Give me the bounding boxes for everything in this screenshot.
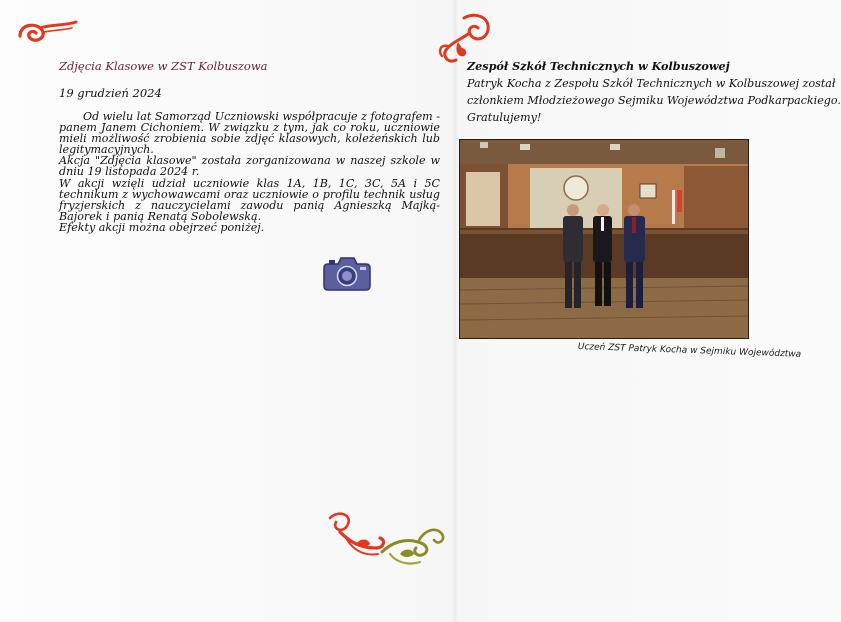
article-date: 19 grudzień 2024 <box>59 86 162 100</box>
news-line: Gratulujemy! <box>467 111 542 124</box>
article-body <box>59 111 440 233</box>
news-title: Zespół Szkół Technicznych w Kolbuszowej <box>467 59 730 73</box>
article-paragraph: Efekty akcji można obejrzeć poniżej. <box>59 220 265 234</box>
article-paragraph: Od wielu lat Samorząd Uczniowski współpracuje z fotografem - panem Janem Cichoniem. W związku z tym, jak co roku, uczniowie mieli możliwość zrobienia sobie zdjęć klasowych, koleżeńskich lub legitymacyjnych. <box>59 110 440 157</box>
news-line: członkiem Młodzieżowego Sejmiku Województwa Podkarpackiego. <box>467 94 841 107</box>
red-swirl-ornament-icon <box>14 18 78 52</box>
news-body <box>467 75 841 126</box>
camera-icon <box>322 254 372 292</box>
article-paragraph: Akcja "Zdjęcia klasowe" została zorganizowana w naszej szkole w dniu 19 listopada 2024 r. <box>59 154 440 179</box>
page-spine <box>452 0 458 622</box>
bottom-flourish-ornament-icon <box>326 508 448 570</box>
article-paragraph: W akcji wzięli udział uczniowie klas 1A, 1B, 1C, 3C, 5A i 5C technikum z wychowawcami oraz uczniowie o profilu technik usług fryzjerskich z nauczycielami zawodu panią Agnieszką Majką-Bajorek i panią Renatą Sobolewską. <box>59 176 440 223</box>
photo-caption: Uczeń ZST Patryk Kocha w Sejmiku Województwa <box>577 342 802 360</box>
article-title: Zdjęcia Klasowe w ZST Kolbuszowa <box>59 59 268 73</box>
news-photo <box>459 139 749 339</box>
news-line: Patryk Kocha z Zespołu Szkół Technicznych w Kolbuszowej został <box>467 77 836 90</box>
